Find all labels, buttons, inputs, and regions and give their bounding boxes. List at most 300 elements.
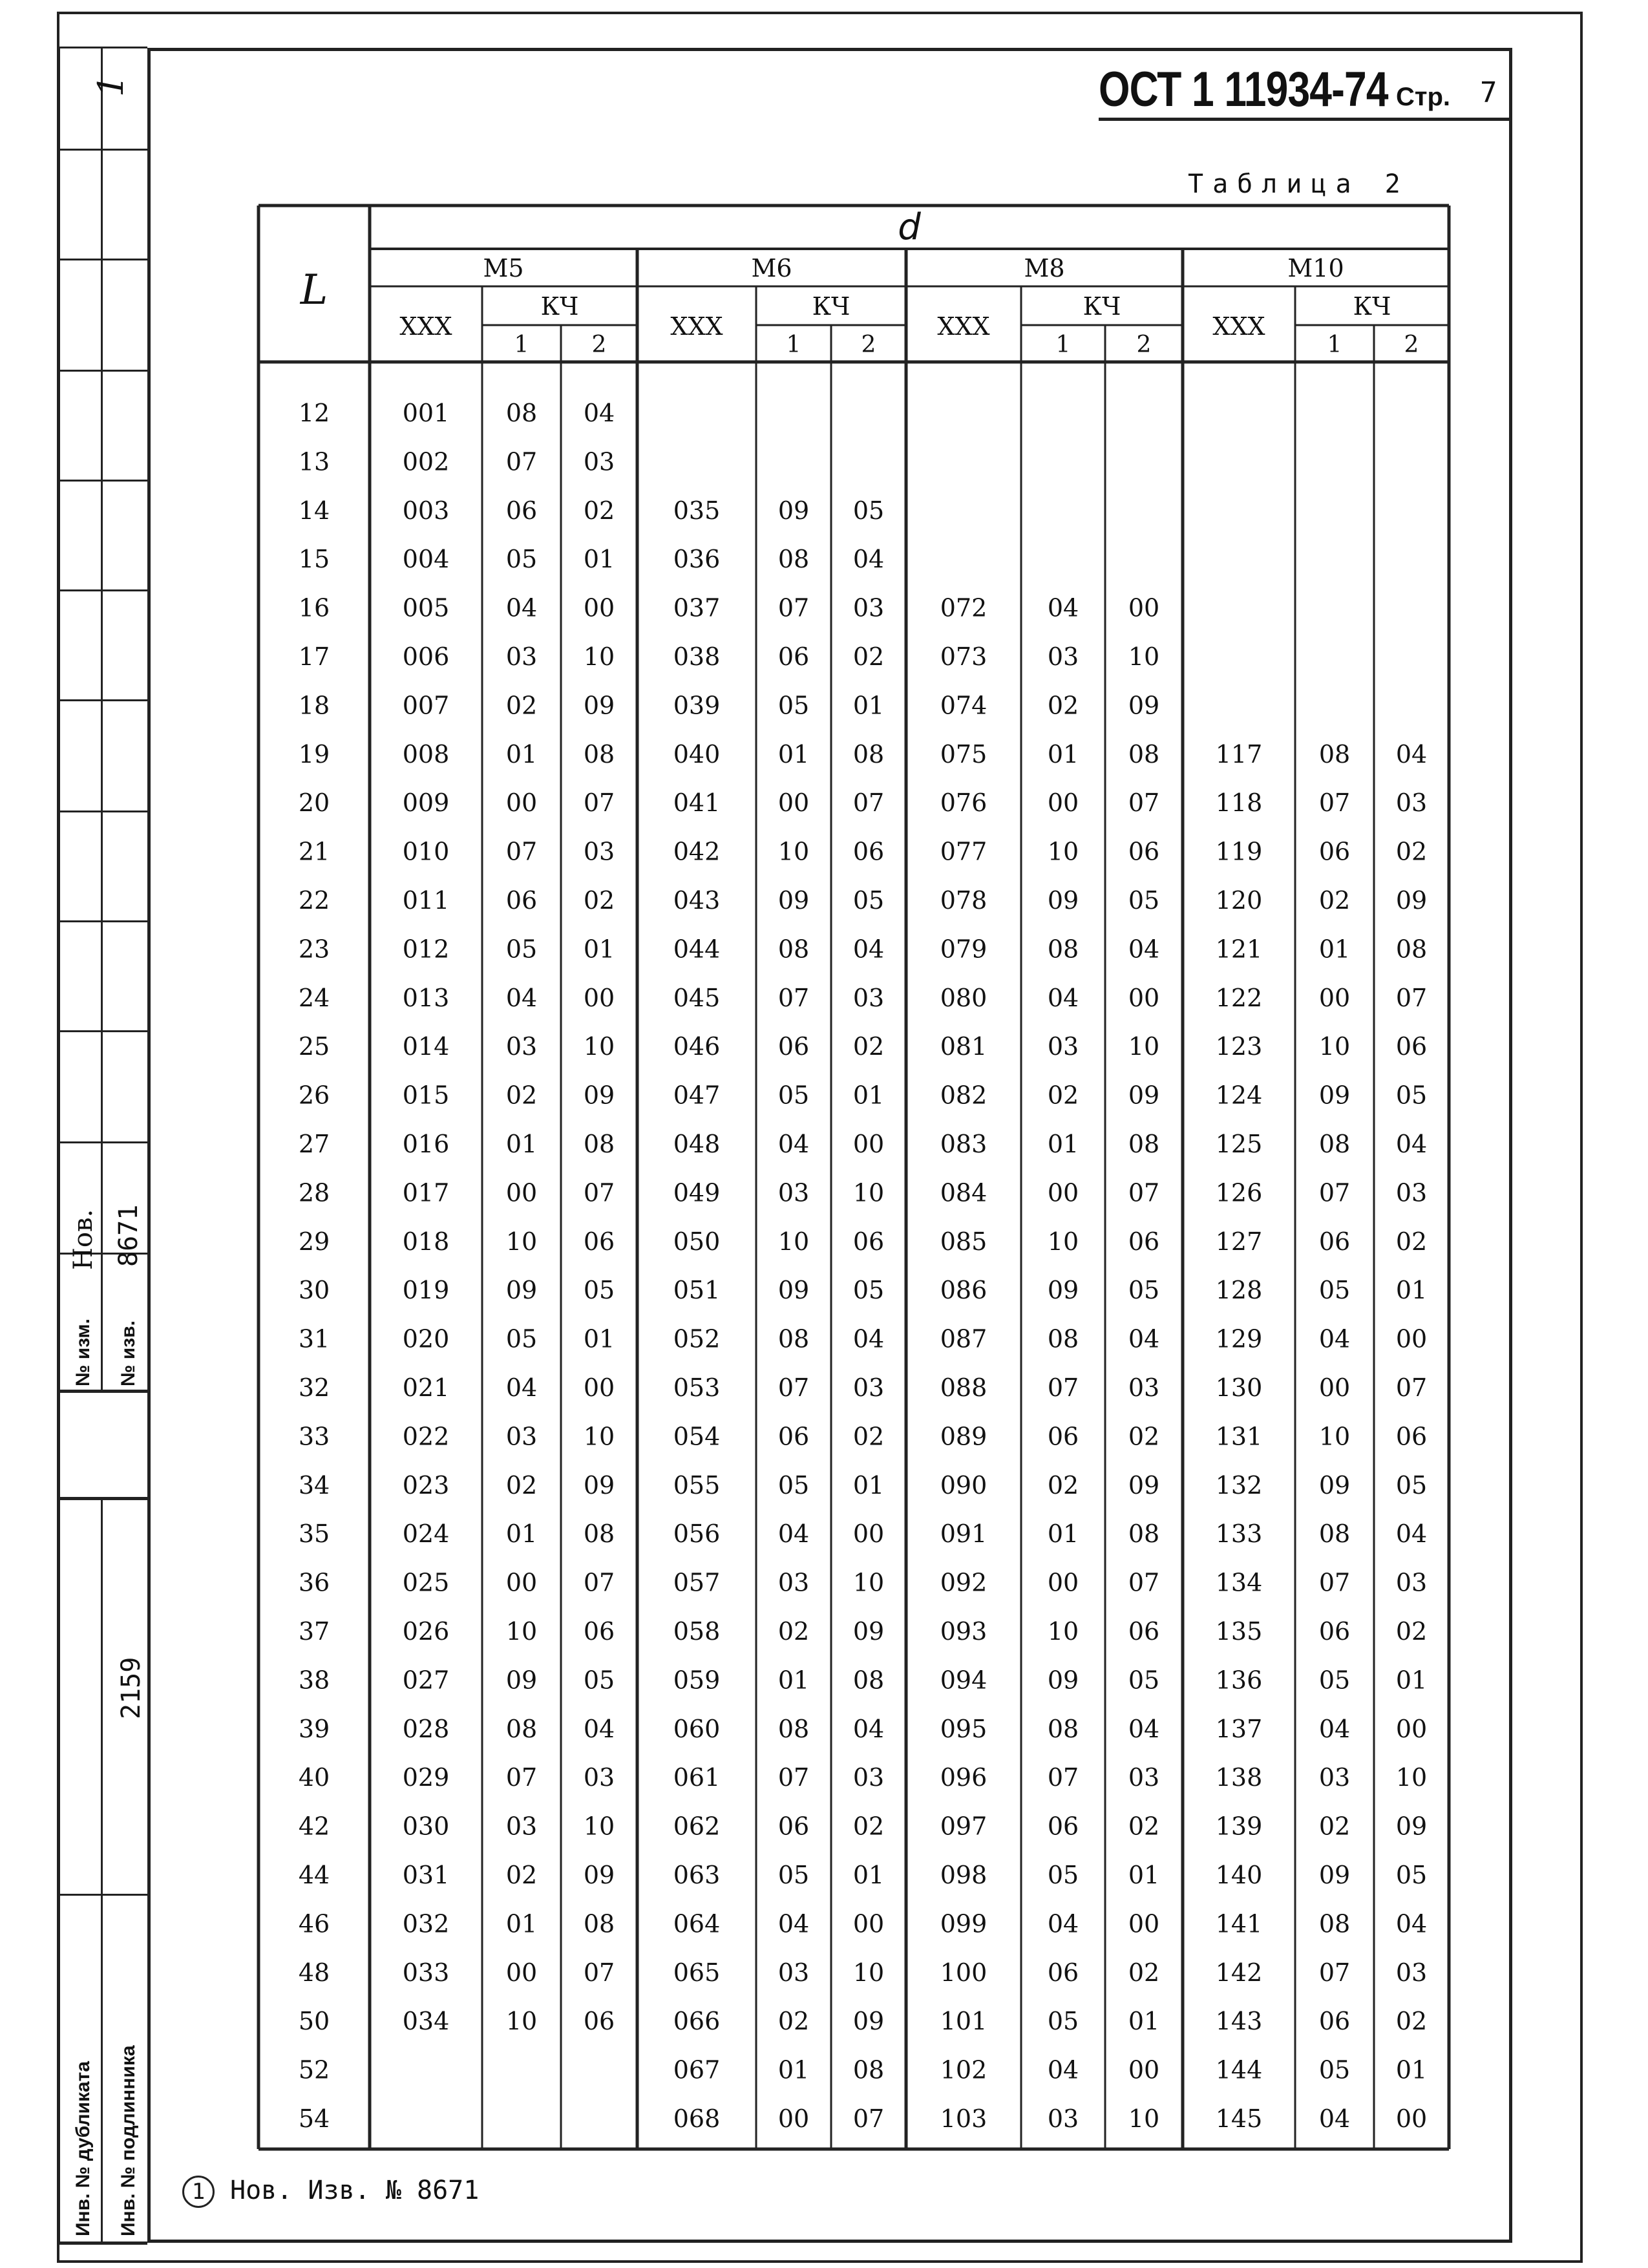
table-cell: 064 (673, 1909, 721, 1938)
table-cell: 120 (1215, 886, 1263, 915)
table-cell: 07 (1318, 1958, 1351, 1987)
table-cell: 08 (583, 1909, 615, 1938)
table-cell: 04 (1047, 983, 1079, 1012)
table-cell: 00 (505, 1568, 538, 1597)
table-cell: 077 (940, 837, 988, 866)
table-cell: 02 (1047, 1081, 1079, 1110)
table-cell: 004 (402, 545, 450, 574)
table-cell: 09 (1128, 1081, 1160, 1110)
table-cell: 06 (777, 642, 810, 671)
page-number: 7 (1480, 76, 1497, 109)
table-cell: 012 (402, 935, 450, 964)
table-cell: 05 (852, 496, 885, 525)
table-cell: 04 (583, 1714, 615, 1743)
table-cell: 03 (1128, 1763, 1160, 1792)
table-cell: 10 (1395, 1763, 1428, 1792)
table-cell: 05 (1318, 2055, 1351, 2084)
table-cell: 10 (505, 1227, 538, 1256)
table-cell: 07 (1318, 789, 1351, 818)
table-cell: 05 (777, 1470, 810, 1500)
table-cell: 05 (1128, 1666, 1160, 1695)
table-cell: 08 (777, 1714, 810, 1743)
table-cell: 08 (1395, 935, 1428, 964)
table-cell: 01 (505, 739, 538, 768)
table-cell: 100 (940, 1958, 988, 1987)
table-cell: 04 (852, 1324, 885, 1353)
table-cell: 09 (1047, 1666, 1079, 1695)
table-cell: 07 (1318, 1178, 1351, 1207)
table-cell: 07 (1128, 1568, 1160, 1597)
row-length-value: 12 (298, 399, 330, 427)
table-cell: 099 (940, 1909, 988, 1938)
sub-col-1: 1 (786, 332, 801, 358)
table-cell: 09 (1318, 1470, 1351, 1500)
table-cell: 04 (1128, 1324, 1160, 1353)
kch-label: КЧ (1353, 292, 1391, 321)
table-cell: 125 (1215, 1130, 1263, 1158)
table-cell: 06 (1318, 1617, 1351, 1646)
table-cell: 07 (777, 1373, 810, 1402)
table-cell: 034 (402, 2007, 450, 2036)
table-cell: 00 (1047, 1178, 1079, 1207)
table-cell: 04 (1318, 2104, 1351, 2133)
table-cell: 08 (1047, 935, 1079, 964)
table-cell: 136 (1215, 1666, 1263, 1695)
table-cell: 06 (583, 2007, 615, 2036)
sub-col-2: 2 (861, 332, 876, 358)
row-length-value: 13 (298, 447, 330, 476)
table-cell: 07 (852, 789, 885, 818)
table-cell: 06 (777, 1812, 810, 1841)
table-cell: 028 (402, 1714, 450, 1743)
table-cell: 02 (505, 1470, 538, 1500)
table-cell: 001 (402, 399, 450, 427)
group-label-m6: M6 (751, 254, 792, 282)
table-cell: 098 (940, 1861, 988, 1889)
table-cell: 09 (777, 886, 810, 915)
footnote-mark: 1 (182, 2176, 215, 2208)
table-cell: 03 (583, 447, 615, 476)
table-cell: 06 (505, 886, 538, 915)
table-cell: 05 (1395, 1081, 1428, 1110)
table-cell: 04 (777, 1909, 810, 1938)
table-cell: 103 (940, 2104, 988, 2133)
table-cell: 04 (777, 1130, 810, 1158)
table-cell: 057 (673, 1568, 721, 1597)
table-cell: 03 (1128, 1373, 1160, 1402)
table-cell: 01 (852, 691, 885, 720)
table-cell: 065 (673, 1958, 721, 1987)
table-cell: 05 (852, 886, 885, 915)
table-cell: 00 (505, 789, 538, 818)
table-cell: 09 (852, 1617, 885, 1646)
table-cell: 066 (673, 2007, 721, 2036)
table-cell: 06 (505, 496, 538, 525)
table-caption: Таблица 2 (1188, 169, 1410, 199)
table-cell: 123 (1215, 1032, 1263, 1061)
table-cell: 02 (1318, 1812, 1351, 1841)
table-cell: 10 (583, 642, 615, 671)
table-cell: 00 (1047, 789, 1079, 818)
kch-label: КЧ (812, 292, 850, 321)
table-cell: 08 (1047, 1324, 1079, 1353)
table-cell: 00 (583, 1373, 615, 1402)
table-cell: 00 (777, 2104, 810, 2133)
table-cell: 073 (940, 642, 988, 671)
original-label: Инв. № подлинника (118, 2045, 139, 2236)
table-cell: 03 (505, 1812, 538, 1841)
table-cell: 03 (505, 642, 538, 671)
table-cell: 02 (583, 886, 615, 915)
table-cell: 003 (402, 496, 450, 525)
table-cell: 01 (1395, 2055, 1428, 2084)
table-cell: 05 (1047, 2007, 1079, 2036)
table-cell: 142 (1215, 1958, 1263, 1987)
table-cell: 060 (673, 1714, 721, 1743)
table-cell: 10 (852, 1568, 885, 1597)
row-length-value: 15 (298, 545, 330, 574)
table-cell: 09 (583, 1861, 615, 1889)
table-cell: 086 (940, 1276, 988, 1305)
table-cell: 05 (505, 935, 538, 964)
row-length-value: 22 (298, 886, 330, 915)
table-cell: 045 (673, 983, 721, 1012)
table-cell: 07 (1047, 1373, 1079, 1402)
table-cell: 085 (940, 1227, 988, 1256)
table-cell: 05 (1047, 1861, 1079, 1889)
table-cell: 005 (402, 593, 450, 622)
table-cell: 035 (673, 496, 721, 525)
table-cell: 144 (1215, 2055, 1263, 2084)
table-cell: 01 (583, 935, 615, 964)
table-cell: 10 (1047, 1227, 1079, 1256)
table-cell: 01 (1047, 739, 1079, 768)
table-cell: 03 (777, 1958, 810, 1987)
row-length-value: 52 (298, 2055, 330, 2084)
table-cell: 01 (1128, 2007, 1160, 2036)
table-cell: 053 (673, 1373, 721, 1402)
sub-col-2: 2 (591, 332, 607, 358)
row-length-value: 32 (298, 1373, 330, 1402)
row-length-value: 48 (298, 1958, 330, 1987)
table-cell: 002 (402, 447, 450, 476)
table-cell: 09 (505, 1276, 538, 1305)
table-cell: 020 (402, 1324, 450, 1353)
table-cell: 02 (1395, 2007, 1428, 2036)
table-cell: 04 (505, 983, 538, 1012)
table-cell: 097 (940, 1812, 988, 1841)
table-cell: 01 (505, 1130, 538, 1158)
table-cell: 06 (1318, 837, 1351, 866)
table-cell: 124 (1215, 1081, 1263, 1110)
table-cell: 00 (1128, 983, 1160, 1012)
table-cell: 09 (583, 1470, 615, 1500)
table-cell: 088 (940, 1373, 988, 1402)
table-cell: 02 (1395, 1617, 1428, 1646)
table-cell: 014 (402, 1032, 450, 1061)
table-cell: 032 (402, 1909, 450, 1938)
table-cell: 08 (777, 545, 810, 574)
table-cell: 05 (505, 545, 538, 574)
table-cell: 080 (940, 983, 988, 1012)
row-length-value: 21 (298, 837, 330, 866)
table-cell: 03 (1395, 1178, 1428, 1207)
table-cell: 10 (1128, 1032, 1160, 1061)
table-cell: 127 (1215, 1227, 1263, 1256)
table-cell: 046 (673, 1032, 721, 1061)
table-cell: 075 (940, 739, 988, 768)
table-cell: 051 (673, 1276, 721, 1305)
table-cell: 07 (1128, 1178, 1160, 1207)
table-cell: 143 (1215, 2007, 1263, 2036)
table-cell: 08 (1128, 1520, 1160, 1549)
table-cell: 08 (852, 2055, 885, 2084)
table-cell: 08 (583, 739, 615, 768)
table-cell: 141 (1215, 1909, 1263, 1938)
row-length-value: 33 (298, 1422, 330, 1451)
table-cell: 087 (940, 1324, 988, 1353)
table-cell: 076 (940, 789, 988, 818)
table-cell: 049 (673, 1178, 721, 1207)
table-cell: 121 (1215, 935, 1263, 964)
table-cell: 04 (1395, 739, 1428, 768)
table-cell: 04 (1318, 1714, 1351, 1743)
row-length-value: 46 (298, 1909, 330, 1938)
table-cell: 128 (1215, 1276, 1263, 1305)
table-cell: 119 (1215, 837, 1263, 866)
footnote (182, 2176, 479, 2208)
table-cell: 05 (1128, 1276, 1160, 1305)
table-cell: 101 (940, 2007, 988, 2036)
table-cell: 072 (940, 593, 988, 622)
table-cell: 041 (673, 789, 721, 818)
page-label: Стр. (1396, 83, 1451, 111)
table-cell: 027 (402, 1666, 450, 1695)
table-cell: 02 (852, 1812, 885, 1841)
table-cell: 054 (673, 1422, 721, 1451)
table-cell: 02 (1318, 886, 1351, 915)
kch-label: КЧ (540, 292, 579, 321)
table-cell: 07 (505, 1763, 538, 1792)
table-cell: 06 (1128, 837, 1160, 866)
table-cell: 068 (673, 2104, 721, 2133)
table-cell: 08 (1318, 1909, 1351, 1938)
row-length-value: 38 (298, 1666, 330, 1695)
table-cell: 01 (1047, 1520, 1079, 1549)
table-cell: 079 (940, 935, 988, 964)
row-length-value: 31 (298, 1324, 330, 1353)
table-cell: 132 (1215, 1470, 1263, 1500)
table-cell: 018 (402, 1227, 450, 1256)
table-cell: 08 (505, 399, 538, 427)
table-cell: 033 (402, 1958, 450, 1987)
table-cell: 140 (1215, 1861, 1263, 1889)
table-cell: 06 (583, 1617, 615, 1646)
table-cell: 03 (505, 1422, 538, 1451)
group-label-m8: M8 (1024, 254, 1065, 282)
table-cell: 03 (583, 837, 615, 866)
table-cell: 06 (1318, 1227, 1351, 1256)
table-cell: 01 (583, 545, 615, 574)
sub-col-1: 1 (1055, 332, 1071, 358)
row-length-value: 28 (298, 1178, 330, 1207)
table-cell: 04 (852, 935, 885, 964)
table-cell: 022 (402, 1422, 450, 1451)
table-cell: 05 (777, 691, 810, 720)
table-cell: 10 (583, 1812, 615, 1841)
table-cell: 059 (673, 1666, 721, 1695)
table-cell: 10 (505, 1617, 538, 1646)
table-cell: 039 (673, 691, 721, 720)
table-cell: 122 (1215, 983, 1263, 1012)
table-cell: 05 (505, 1324, 538, 1353)
table-cell: 139 (1215, 1812, 1263, 1841)
table-cell: 067 (673, 2055, 721, 2084)
table-cell: 05 (583, 1276, 615, 1305)
table-cell: 00 (852, 1520, 885, 1549)
table-cell: 00 (1318, 983, 1351, 1012)
table-cell: 09 (505, 1666, 538, 1695)
table-cell: 06 (1318, 2007, 1351, 2036)
table-cell: 044 (673, 935, 721, 964)
table-cell: 029 (402, 1763, 450, 1792)
table-cell: 06 (1047, 1422, 1079, 1451)
table-cell: 10 (583, 1032, 615, 1061)
row-length-value: 16 (298, 593, 330, 622)
table-cell: 02 (1047, 1470, 1079, 1500)
table-cell: 08 (777, 1324, 810, 1353)
table-cell: 01 (505, 1520, 538, 1549)
original-number: 2159 (116, 1657, 146, 1719)
table-cell: 047 (673, 1081, 721, 1110)
xxx-label: XXX (937, 312, 990, 341)
table-cell: 03 (852, 1763, 885, 1792)
table-cell: 09 (583, 1081, 615, 1110)
table-cell: 008 (402, 739, 450, 768)
standard-number: ОСТ 1 11934-74 (1099, 62, 1388, 117)
table-cell: 063 (673, 1861, 721, 1889)
table-cell: 03 (1395, 1568, 1428, 1597)
table-cell: 061 (673, 1763, 721, 1792)
table-cell: 09 (1395, 1812, 1428, 1841)
table-cell: 00 (1128, 1909, 1160, 1938)
table-cell: 00 (852, 1909, 885, 1938)
table-cell: 056 (673, 1520, 721, 1549)
table-cell: 01 (1395, 1276, 1428, 1305)
table-cell: 118 (1215, 789, 1263, 818)
table-cell: 04 (1395, 1130, 1428, 1158)
table-cell: 089 (940, 1422, 988, 1451)
table-cell: 058 (673, 1617, 721, 1646)
table-cell: 04 (505, 593, 538, 622)
table-cell: 129 (1215, 1324, 1263, 1353)
table-cell: 10 (852, 1178, 885, 1207)
table-cell: 137 (1215, 1714, 1263, 1743)
table-cell: 04 (1395, 1520, 1428, 1549)
table-cell: 07 (583, 789, 615, 818)
table-cell: 01 (777, 739, 810, 768)
table-cell: 06 (1047, 1958, 1079, 1987)
table-cell: 00 (1047, 1568, 1079, 1597)
row-length-value: 14 (298, 496, 330, 525)
row-length-value: 29 (298, 1227, 330, 1256)
table-cell: 074 (940, 691, 988, 720)
table-cell: 04 (852, 1714, 885, 1743)
table-cell: 06 (583, 1227, 615, 1256)
xxx-label: XXX (399, 312, 452, 341)
table-cell: 133 (1215, 1520, 1263, 1549)
table-cell: 04 (1047, 593, 1079, 622)
table-cell: 08 (583, 1520, 615, 1549)
table-cell: 02 (852, 642, 885, 671)
row-length-value: 39 (298, 1714, 330, 1743)
sub-col-2: 2 (1136, 332, 1152, 358)
row-length-value: 26 (298, 1081, 330, 1110)
table-cell: 02 (1395, 1227, 1428, 1256)
table-cell: 02 (1128, 1958, 1160, 1987)
table-cell: 00 (1395, 1714, 1428, 1743)
table-cell: 09 (583, 691, 615, 720)
table-cell: 05 (1128, 886, 1160, 915)
table-cell: 04 (1395, 1909, 1428, 1938)
table-cell: 08 (1318, 739, 1351, 768)
row-length-value: 25 (298, 1032, 330, 1061)
table-cell: 02 (1047, 691, 1079, 720)
table-cell: 04 (777, 1520, 810, 1549)
sub-col-1: 1 (1327, 332, 1342, 358)
table-cell: 03 (777, 1178, 810, 1207)
table-cell: 03 (1318, 1763, 1351, 1792)
table-cell: 05 (1395, 1470, 1428, 1500)
table-cell: 06 (777, 1032, 810, 1061)
table-cell: 04 (852, 545, 885, 574)
table-cell: 05 (1318, 1666, 1351, 1695)
table-cell: 030 (402, 1812, 450, 1841)
table-cell: 04 (1128, 935, 1160, 964)
table-cell: 06 (1395, 1422, 1428, 1451)
table-cell: 01 (1047, 1130, 1079, 1158)
table-cell: 01 (583, 1324, 615, 1353)
table-cell: 03 (583, 1763, 615, 1792)
table-cell: 006 (402, 642, 450, 671)
table-cell: 05 (852, 1276, 885, 1305)
table-cell: 09 (1047, 1276, 1079, 1305)
table-cell: 02 (852, 1032, 885, 1061)
xxx-label: XXX (670, 312, 723, 341)
table-cell: 03 (1395, 1958, 1428, 1987)
table-cell: 10 (1318, 1032, 1351, 1061)
table-cell: 03 (1395, 789, 1428, 818)
table-cell: 08 (1318, 1520, 1351, 1549)
row-length-value: 50 (298, 2007, 330, 2036)
table-cell: 042 (673, 837, 721, 866)
table-cell: 078 (940, 886, 988, 915)
table-cell: 07 (777, 1763, 810, 1792)
table-cell: 08 (777, 935, 810, 964)
table-cell: 09 (1318, 1081, 1351, 1110)
table-cell: 02 (1128, 1422, 1160, 1451)
table-cell: 10 (777, 837, 810, 866)
table-cell: 117 (1215, 739, 1263, 768)
table-cell: 07 (583, 1958, 615, 1987)
table-cell: 08 (1128, 739, 1160, 768)
table-cell: 03 (852, 983, 885, 1012)
table-cell: 145 (1215, 2104, 1263, 2133)
change-number-label: № изв. (118, 1320, 139, 1386)
row-length-value: 36 (298, 1568, 330, 1597)
table-cell: 09 (777, 1276, 810, 1305)
table-cell: 06 (1128, 1617, 1160, 1646)
